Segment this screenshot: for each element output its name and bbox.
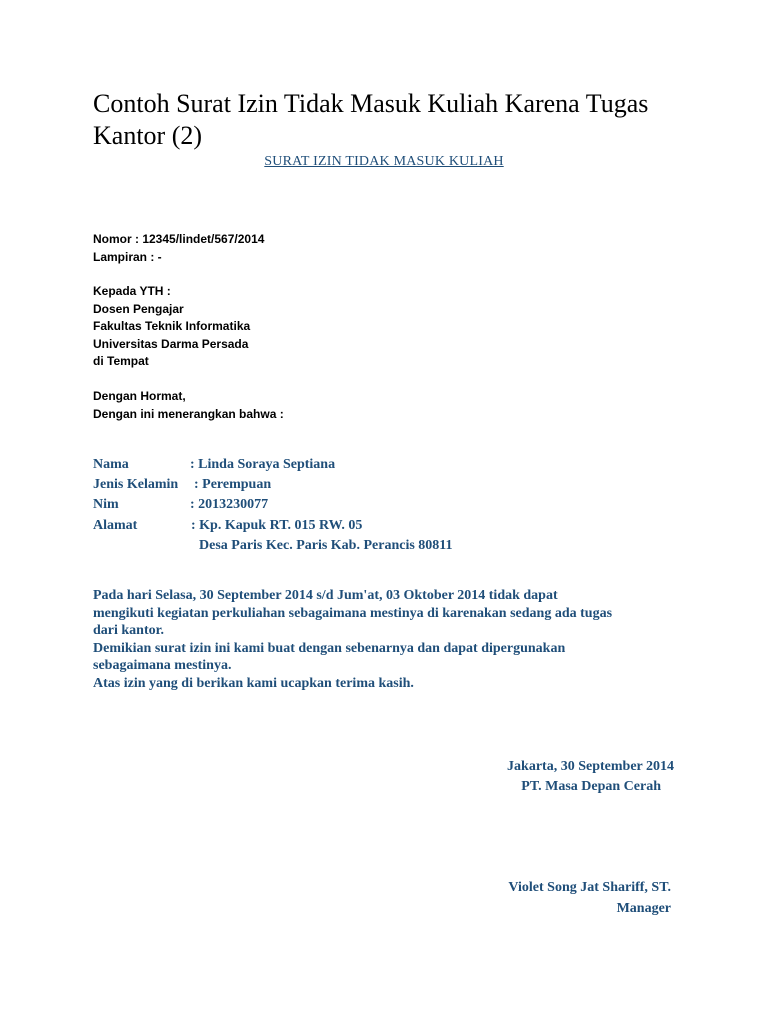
greeting-line: Dengan ini menerangkan bahwa : — [93, 406, 284, 421]
letter-heading: SURAT IZIN TIDAK MASUK KULIAH — [264, 154, 504, 169]
recipient-block — [93, 283, 250, 371]
body-line: sebagaimana mestinya. — [93, 658, 232, 673]
body-paragraph — [93, 587, 612, 692]
recipient-line: Fakultas Teknik Informatika — [93, 319, 251, 333]
place-date: Jakarta, 30 September 2014 — [507, 759, 674, 774]
recipient-line: di Tempat — [93, 354, 149, 368]
field-value: : 2013230077 — [190, 497, 269, 512]
recipient-line: Dosen Pengajar — [93, 301, 184, 316]
field-value: : Perempuan — [194, 477, 272, 492]
body-line: Demikian surat izin ini kami buat dengan sebenarnya dan dapat dipergunakan — [93, 640, 566, 656]
field-label: Nim — [93, 497, 119, 512]
greeting-line: Dengan Hormat, — [93, 389, 186, 403]
field-label: Alamat — [93, 518, 138, 533]
recipient-line: Kepada YTH : — [93, 284, 171, 298]
field-row-nama — [93, 455, 336, 476]
nomor-line: Nomor : 12345/lindet/567/2014 — [93, 232, 265, 246]
body-line: Pada hari Selasa, 30 September 2014 s/d Jum'at, 03 Oktober 2014 tidak dapat — [93, 588, 558, 603]
body-line: dari kantor. — [93, 623, 165, 638]
greeting-block — [93, 388, 284, 423]
field-row-nim — [93, 495, 269, 516]
lampiran-line: Lampiran : - — [93, 249, 162, 264]
body-line: mengikuti kegiatan perkuliahan sebagaimana mestinya di karenakan sedang ada tugas — [93, 605, 613, 621]
field-row-alamat — [93, 516, 363, 537]
field-row-jenis-kelamin — [93, 475, 272, 496]
field-value: : Kp. Kapuk RT. 015 RW. 05 — [191, 518, 363, 533]
document-title: Contoh Surat Izin Tidak Masuk Kuliah Karena Tugas Kantor (2) — [93, 89, 649, 150]
field-label: Jenis Kelamin — [93, 477, 179, 492]
signer-name: Violet Song Jat Shariff, ST. — [508, 880, 671, 895]
field-label: Nama — [93, 457, 129, 472]
field-value: Desa Paris Kec. Paris Kab. Perancis 80811 — [199, 538, 453, 553]
body-line: Atas izin yang di berikan kami ucapkan terima kasih. — [93, 675, 414, 691]
company-name: PT. Masa Depan Cerah — [521, 779, 661, 794]
letter-meta — [93, 231, 264, 266]
recipient-line: Universitas Darma Persada — [93, 336, 249, 351]
signer-title: Manager — [616, 901, 671, 916]
field-value: : Linda Soraya Septiana — [190, 457, 336, 472]
